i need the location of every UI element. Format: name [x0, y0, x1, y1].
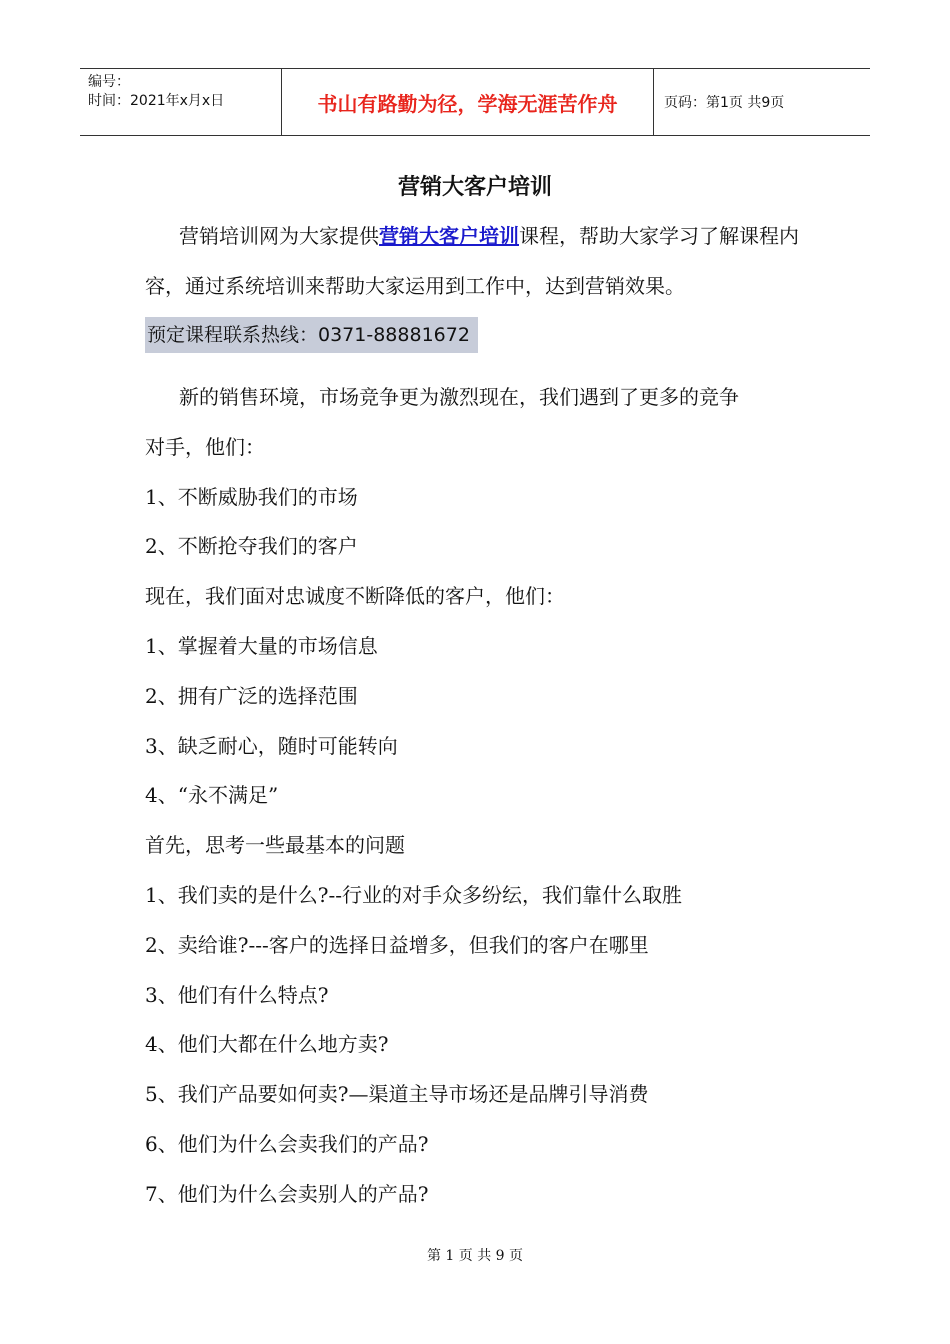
document-body [145, 212, 815, 1220]
list-item: 4、“永不满足” [145, 783, 279, 808]
body-line: 现在，我们面对忠诚度不断降低的客户，他们： [145, 584, 565, 609]
list-item: 2、不断抢夺我们的客户 [145, 534, 358, 559]
course-link[interactable]: 营销大客户培训 [379, 224, 519, 248]
header-table [80, 68, 870, 136]
document-title: 营销大客户培训 [397, 174, 552, 200]
list-item: 1、掌握着大量的市场信息 [145, 633, 378, 658]
list-item: 2、拥有广泛的选择范围 [145, 683, 358, 708]
list-item: 1、我们卖的是什么?--行业的对手众多纷纭，我们靠什么取胜 [145, 882, 682, 907]
hotline-banner: 预定课程联系热线：0371-88881672 [145, 317, 478, 353]
list-item: 1、不断威胁我们的市场 [145, 484, 358, 509]
list-item: 5、我们产品要如何卖?—渠道主导市场还是品牌引导消费 [145, 1082, 649, 1107]
header-meta-cell [80, 69, 282, 135]
page-footer: 第 1 页 共 9 页 [426, 1248, 524, 1264]
list-item: 6、他们为什么会卖我们的产品? [145, 1131, 429, 1156]
body-line: 对手，他们： [145, 434, 265, 459]
list-item: 3、缺乏耐心，随时可能转向 [145, 733, 398, 758]
list-item: 2、卖给谁?---客户的选择日益增多，但我们的客户在哪里 [145, 932, 649, 957]
document-number-label: 编号： [88, 74, 130, 90]
list-item: 3、他们有什么特点? [145, 982, 329, 1007]
body-lines [145, 373, 815, 1220]
header-motto: 书山有路勤为径，学海无涯苦作舟 [282, 69, 654, 135]
header-page-info: 页码：第1页 共9页 [664, 95, 785, 111]
list-item: 4、他们大都在什么地方卖? [145, 1032, 389, 1057]
intro-text-after-link: 课程，帮助大家学习了解课程内容，通过系统培训来帮助大家运用到工作中，达到营销效果。 [145, 224, 799, 298]
body-line: 首先，思考一些最基本的问题 [145, 833, 405, 858]
list-item: 7、他们为什么会卖别人的产品? [145, 1181, 429, 1206]
document-time-label: 时间：2021年x月x日 [88, 93, 225, 109]
intro-paragraph [145, 212, 815, 311]
intro-text-before-link: 营销培训网为大家提供 [179, 224, 379, 248]
body-line: 新的销售环境，市场竞争更为激烈现在，我们遇到了更多的竞争 [179, 385, 739, 409]
